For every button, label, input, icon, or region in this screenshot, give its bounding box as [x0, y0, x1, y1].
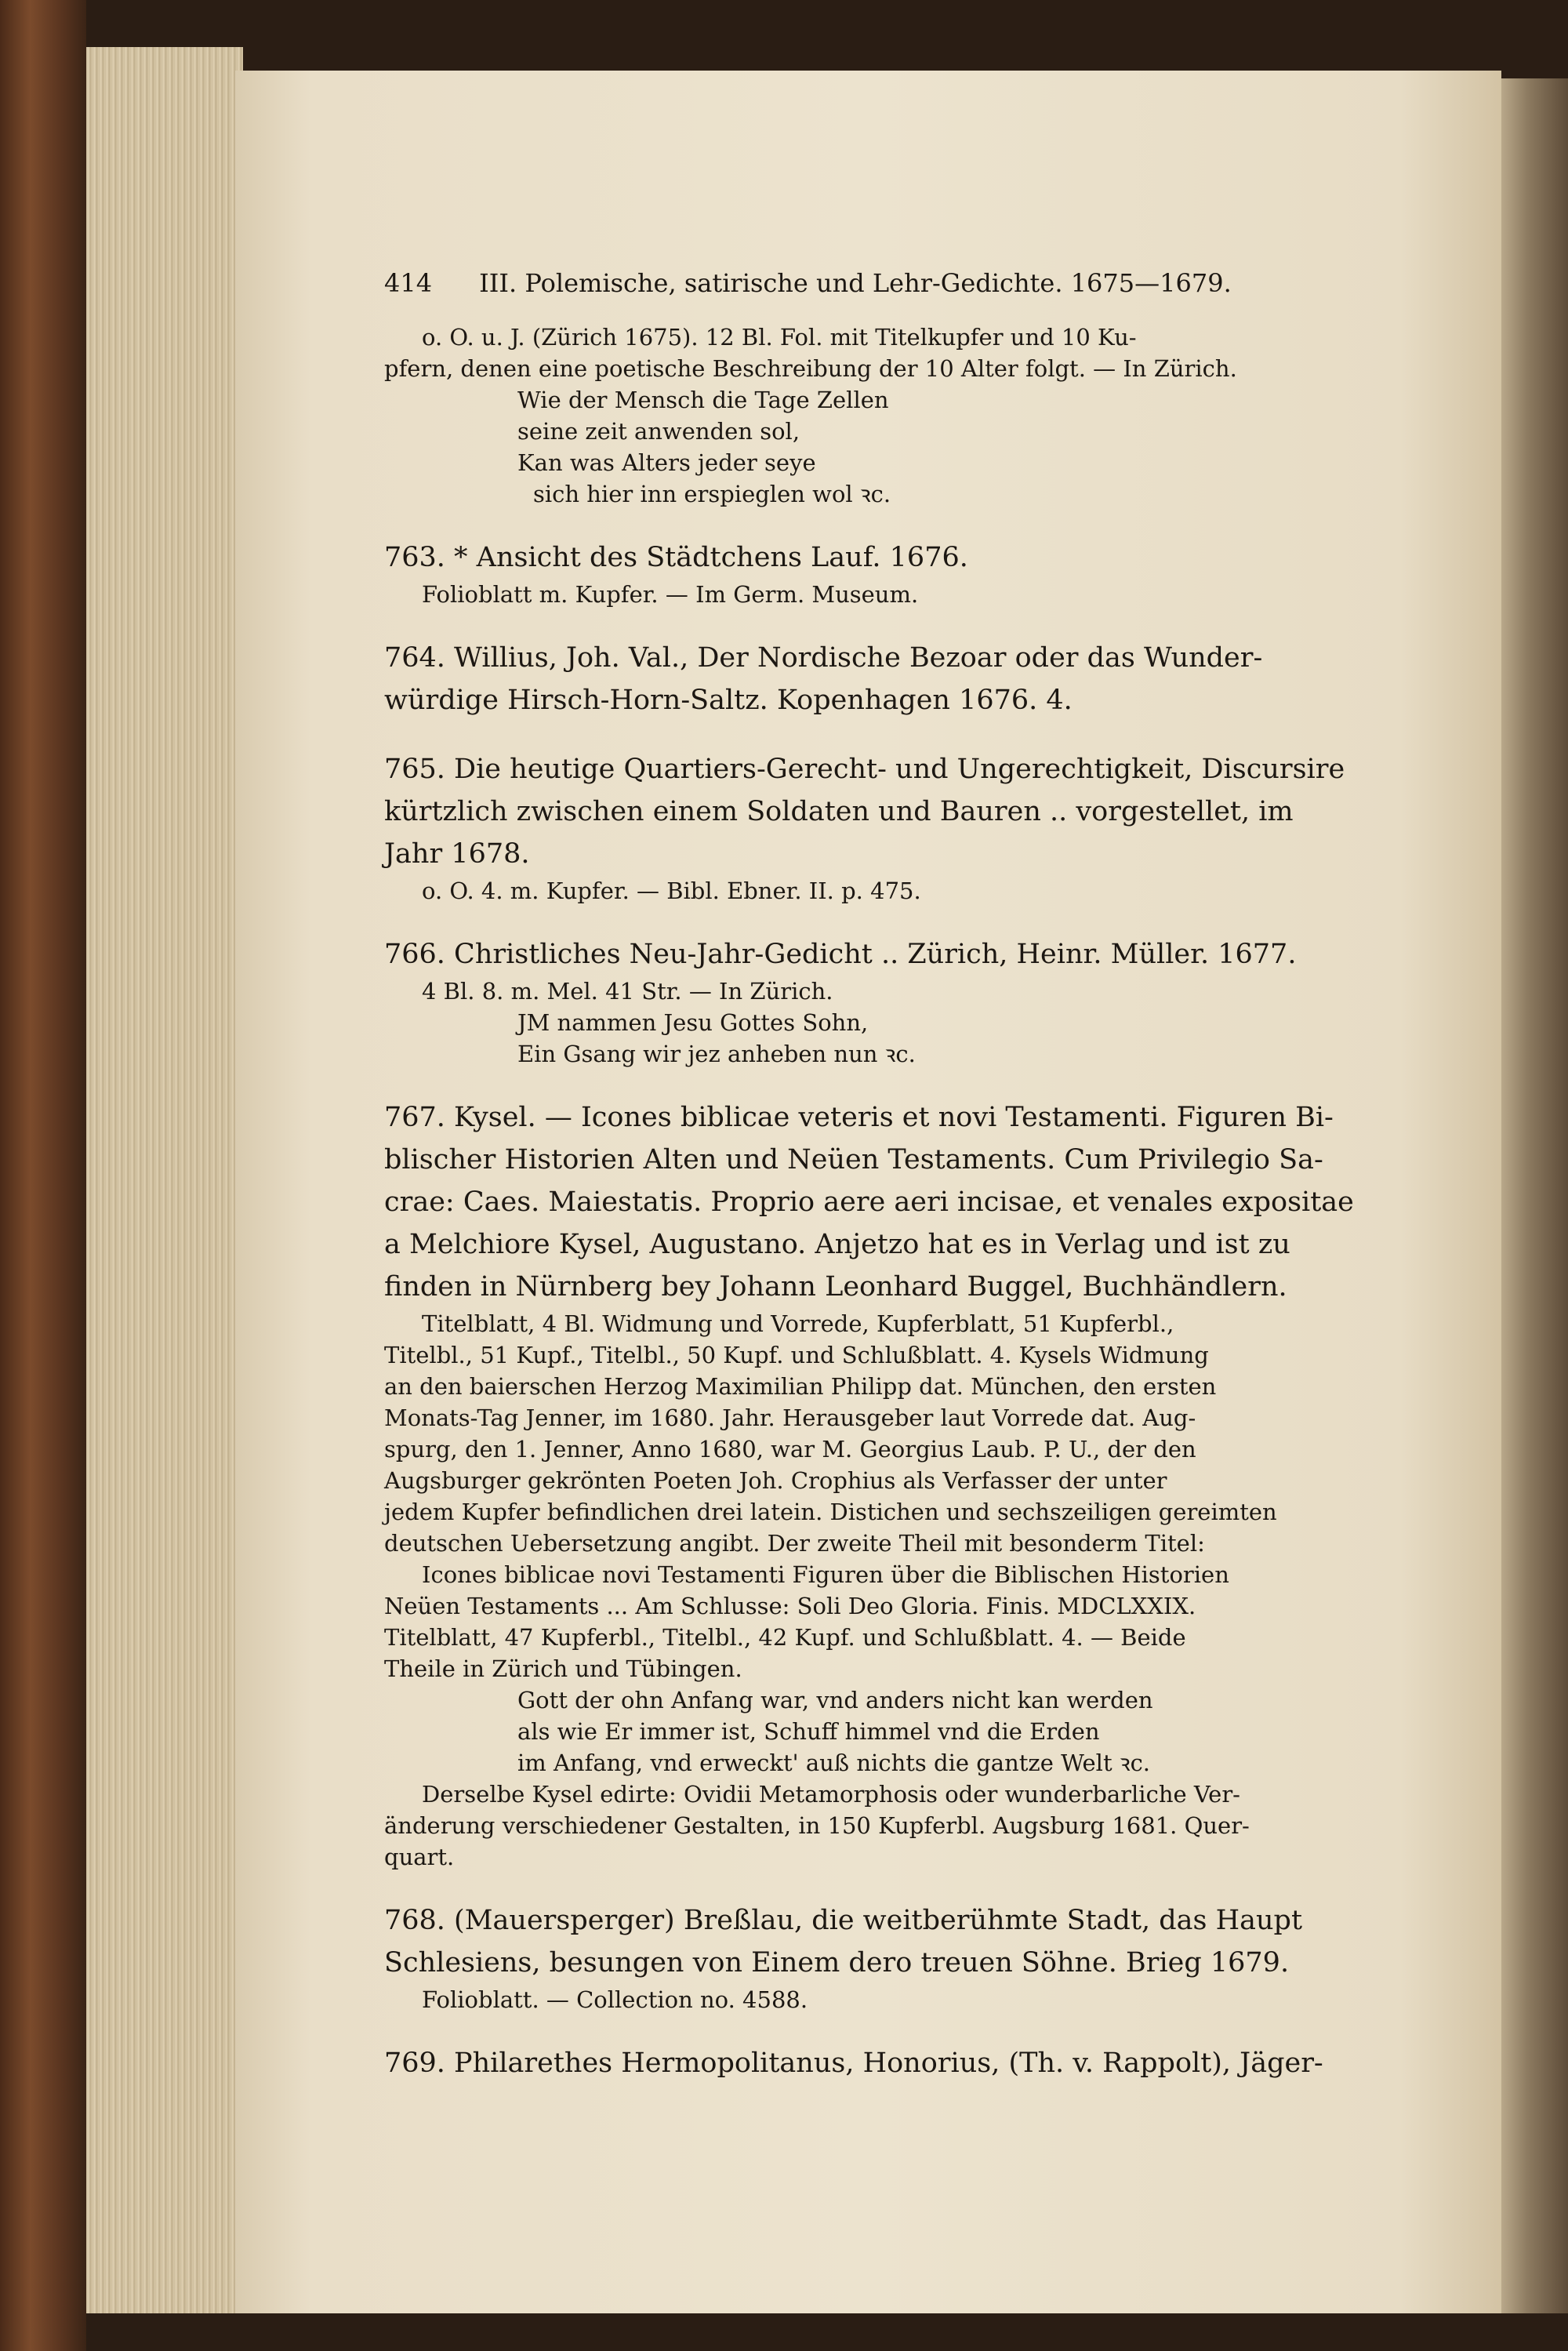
- entry-note: Folioblatt m. Kupfer. — Im Germ. Museum.: [422, 581, 919, 608]
- entry-note: änderung verschiedener Gestalten, in 150 Kupferbl. Augsburg 1681. Quer-: [384, 1812, 1250, 1839]
- entry-line: crae: Caes. Maiestatis. Proprio aere aeri incisae, et venales expositae: [384, 1186, 1354, 1218]
- catalog-entry: [384, 1899, 1427, 2015]
- verse-line: seine zeit anwenden sol,: [517, 418, 800, 445]
- verse-line: im Anfang, vnd erweckt' auß nichts die gantze Welt ꝛc.: [517, 1750, 1151, 1776]
- entry-note: Neüen Testaments ... Am Schlusse: Soli Deo Gloria. Finis. MDCLXXIX.: [384, 1593, 1196, 1619]
- entry-line: Schlesiens, besungen von Einem dero treuen Söhne. Brieg 1679.: [384, 1947, 1290, 1979]
- entry-line: kürtzlich zwischen einem Soldaten und Bauren .. vorgestellet, im: [384, 796, 1294, 827]
- catalog-entry: [384, 637, 1427, 721]
- entry-note: Augsburger gekrönten Poeten Joh. Crophius als Verfasser der unter: [384, 1467, 1167, 1494]
- verse-line: sich hier inn erspieglen wol ꝛc.: [533, 481, 891, 507]
- entry-note: quart.: [384, 1844, 455, 1870]
- entry-line: finden in Nürnberg bey Johann Leonhard Buggel, Buchhändlern.: [384, 1271, 1287, 1303]
- intro-line: o. O. u. J. (Zürich 1675). 12 Bl. Fol. mit Titelkupfer und 10 Ku-: [422, 324, 1137, 351]
- facing-page-edge: [1501, 78, 1568, 2313]
- entry-note: Theile in Zürich und Tübingen.: [384, 1655, 742, 1682]
- page-text: [384, 267, 1427, 2084]
- entry-line: 768. (Mauersperger) Breßlau, die weitberühmte Stadt, das Haupt: [384, 1905, 1303, 1936]
- entry-note: Folioblatt. — Collection no. 4588.: [422, 1986, 808, 2013]
- running-title: III. Polemische, satirische und Lehr-Gedichte. 1675—1679.: [479, 268, 1232, 298]
- entry-note: Icones biblicae novi Testamenti Figuren über die Biblischen Historien: [422, 1561, 1229, 1588]
- entry-note: Monats-Tag Jenner, im 1680. Jahr. Herausgeber laut Vorrede dat. Aug-: [384, 1404, 1196, 1431]
- entry-note: o. O. 4. m. Kupfer. — Bibl. Ebner. II. p. 475.: [422, 878, 921, 904]
- verse-line: Kan was Alters jeder seye: [517, 449, 816, 476]
- catalog-entry: [384, 536, 1427, 610]
- entry-line: 766. Christliches Neu-Jahr-Gedicht .. Zürich, Heinr. Müller. 1677.: [384, 939, 1297, 970]
- catalog-entry: [384, 2042, 1427, 2084]
- entry-line: 767. Kysel. — Icones biblicae veteris et novi Testamenti. Figuren Bi-: [384, 1102, 1334, 1133]
- verse-line: JM nammen Jesu Gottes Sohn,: [517, 1009, 869, 1036]
- entry-line: Jahr 1678.: [384, 838, 530, 870]
- book-binding: [0, 0, 86, 2351]
- entry-list: [384, 536, 1427, 2084]
- entry-note: an den baierschen Herzog Maximilian Philipp dat. München, den ersten: [384, 1373, 1217, 1400]
- entry-line: 769. Philarethes Hermopolitanus, Honorius, (Th. v. Rappolt), Jäger-: [384, 2048, 1323, 2079]
- entry-line: 764. Willius, Joh. Val., Der Nordische Bezoar oder das Wunder-: [384, 642, 1263, 674]
- verse-line: Gott der ohn Anfang war, vnd anders nicht kan werden: [517, 1687, 1153, 1713]
- page-edges: [86, 47, 243, 2313]
- page-number: 414: [384, 268, 433, 298]
- catalog-entry: [384, 748, 1427, 907]
- entry-line: 765. Die heutige Quartiers-Gerecht- und Ungerechtigkeit, Discursire: [384, 754, 1345, 785]
- entry-note: spurg, den 1. Jenner, Anno 1680, war M. Georgius Laub. P. U., der den: [384, 1436, 1196, 1463]
- verse-line: Wie der Mensch die Tage Zellen: [517, 387, 889, 413]
- entry-note: Titelblatt, 47 Kupferbl., Titelbl., 42 Kupf. und Schlußblatt. 4. — Beide: [384, 1624, 1186, 1651]
- verse-line: als wie Er immer ist, Schuff himmel vnd die Erden: [517, 1718, 1100, 1745]
- entry-note: Derselbe Kysel edirte: Ovidii Metamorphosis oder wunderbarliche Ver-: [422, 1781, 1240, 1808]
- catalog-entry: [384, 933, 1427, 1070]
- entry-note: Titelbl., 51 Kupf., Titelbl., 50 Kupf. und Schlußblatt. 4. Kysels Widmung: [384, 1342, 1209, 1368]
- entry-line: blischer Historien Alten und Neüen Testaments. Cum Privilegio Sa-: [384, 1144, 1323, 1176]
- entry-line: a Melchiore Kysel, Augustano. Anjetzo hat es in Verlag und ist zu: [384, 1229, 1290, 1260]
- catalog-entry: [384, 1096, 1427, 1873]
- entry-line: 763. * Ansicht des Städtchens Lauf. 1676.: [384, 542, 968, 573]
- entry-note: jedem Kupfer befindlichen drei latein. Distichen und sechszeiligen gereimten: [384, 1499, 1277, 1525]
- entry-note: deutschen Uebersetzung angibt. Der zweite Theil mit besonderm Titel:: [384, 1530, 1205, 1557]
- entry-note: Titelblatt, 4 Bl. Widmung und Vorrede, Kupferblatt, 51 Kupferbl.,: [422, 1310, 1174, 1337]
- intro-block: [384, 322, 1427, 510]
- intro-line: pfern, denen eine poetische Beschreibung der 10 Alter folgt. — In Zürich.: [384, 355, 1237, 382]
- entry-line: würdige Hirsch-Horn-Saltz. Kopenhagen 1676. 4.: [384, 685, 1073, 716]
- verse-line: Ein Gsang wir jez anheben nun ꝛc.: [517, 1041, 916, 1067]
- running-header: [384, 267, 1427, 300]
- entry-note: 4 Bl. 8. m. Mel. 41 Str. — In Zürich.: [422, 978, 833, 1005]
